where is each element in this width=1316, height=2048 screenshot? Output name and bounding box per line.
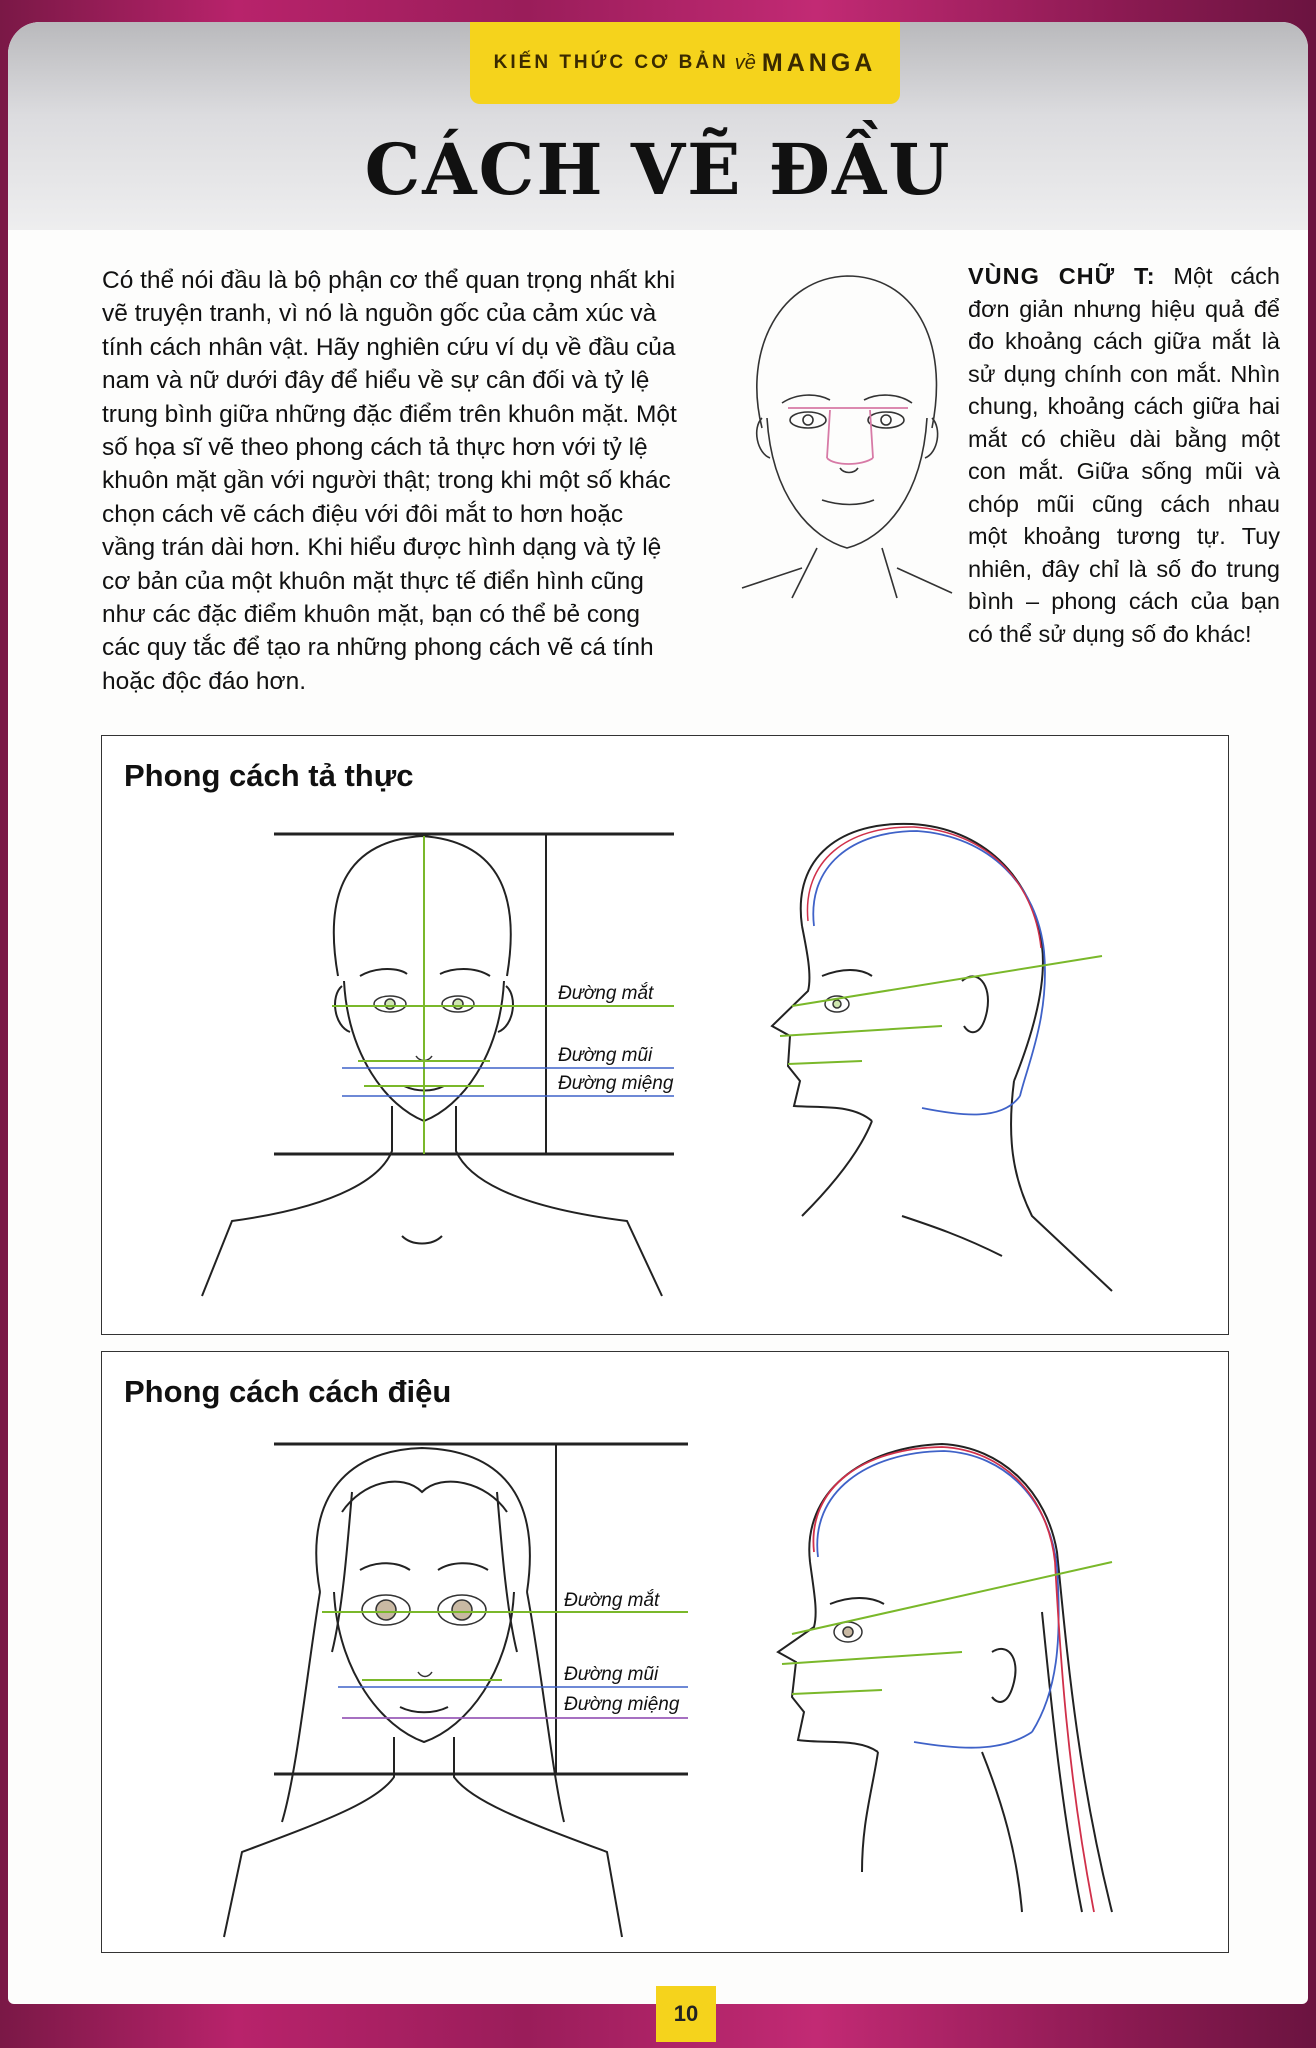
chapter-tab-prefix: KIẾN THỨC CƠ BẢN [493, 52, 729, 73]
realistic-eye-line-label: Đường mắt [558, 983, 654, 1004]
t-zone-heading: VÙNG CHỮ T: [968, 263, 1156, 289]
realistic-style-panel [101, 735, 1229, 1335]
realistic-mouth-line-label: Đường miệng [558, 1073, 674, 1094]
stylized-style-panel [101, 1351, 1229, 1953]
intro-paragraph: Có thể nói đầu là bộ phận cơ thể quan trọng nhất khi vẽ truyện tranh, vì nó là nguồn gốc của cảm xúc và tính cách nhân vật. Hãy nghiên cứu ví dụ về đầu của nam và nữ dưới đây để hiểu về sự cân đối và tỷ lệ trung bình giữa những đặc điểm trên khuôn mặt. Một số họa sĩ vẽ theo phong cách tả thực hơn với tỷ lệ khuôn mặt gần với người thật; trong khi một số khác chọn cách vẽ cách điệu với đôi mắt to hơn hoặc vầng trán dài hơn. Khi hiểu được hình dạng và tỷ lệ cơ bản của một khuôn mặt thực tế điển hình cũng như các đặc điểm khuôn mặt, bạn có thể bẻ cong các quy tắc để tạo ra những phong cách vẽ cá tính hoặc độc đáo hơn. [102, 267, 677, 695]
chapter-tab-ve: về [734, 51, 756, 74]
page-number: 10 [656, 1986, 716, 2042]
stylized-panel-title: Phong cách cách điệu [124, 1374, 452, 1409]
realistic-panel-title: Phong cách tả thực [124, 758, 414, 793]
page-title: CÁCH VẼ ĐẦU [364, 128, 952, 211]
t-zone-face-illustration [722, 268, 962, 608]
chapter-tab [470, 22, 900, 104]
realistic-head-diagram [102, 736, 1228, 1334]
stylized-head-diagram [102, 1352, 1228, 1952]
stylized-eye-line-label: Đường mắt [564, 1590, 660, 1611]
chapter-tab-manga: MANGA [761, 48, 877, 77]
t-zone-note [968, 260, 1280, 650]
stylized-mouth-line-label: Đường miệng [564, 1694, 680, 1715]
realistic-nose-line-label: Đường mũi [558, 1045, 653, 1066]
stylized-nose-line-label: Đường mũi [564, 1664, 659, 1685]
t-zone-body: Một cách đơn giản nhưng hiệu quả để đo khoảng cách giữa mắt là sử dụng chính con mắt. Nhìn chung, khoảng cách giữa hai mắt có chiều dài bằng một con mắt. Giữa sống mũi và chóp mũi cũng cách nhau một khoảng tương tự. Tuy nhiên, đây chỉ là số đo trung bình – phong cách của bạn có thể sử dụng số đo khác! [968, 263, 1281, 647]
